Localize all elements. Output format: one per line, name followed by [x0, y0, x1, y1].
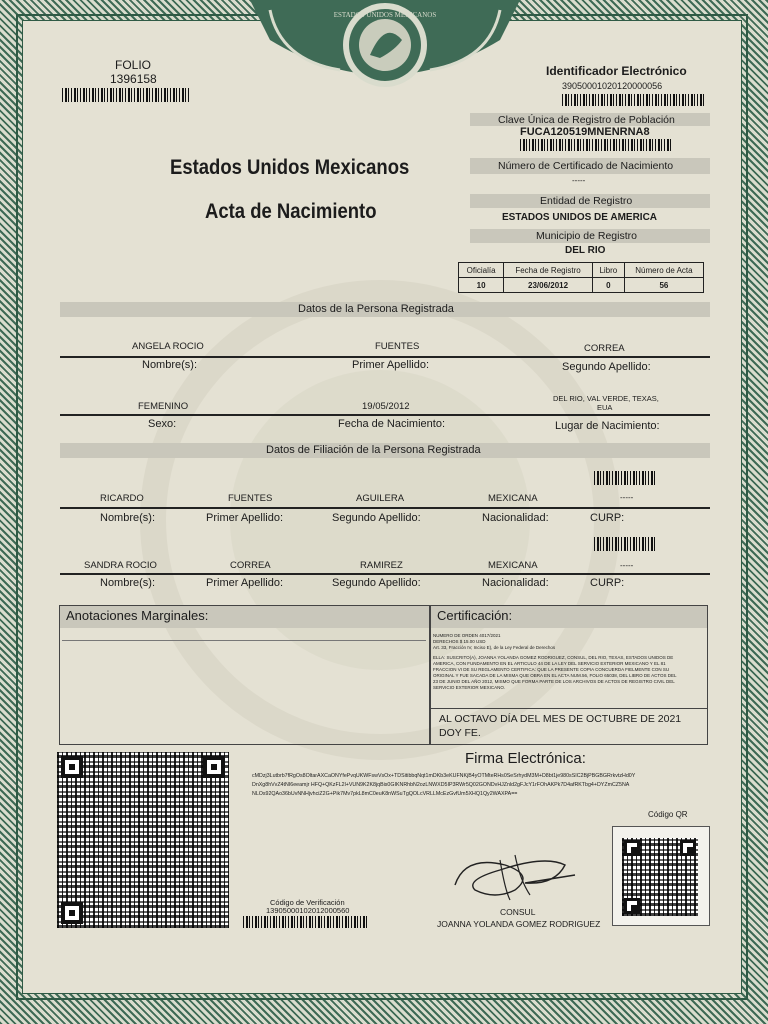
- anotaciones-header: Anotaciones Marginales:: [60, 606, 429, 628]
- madre-nacionalidad-label: Nacionalidad:: [482, 577, 549, 589]
- qr-finder-icon: [203, 756, 225, 778]
- qr-finder-icon: [680, 840, 696, 856]
- persona-primer-apellido-value: FUENTES: [375, 341, 420, 352]
- verificacion-label: Código de Verificación: [270, 898, 345, 907]
- cert-line: FRACCION VI DE SU REGLAMENTO CERTIFICA: QUE LA PRESENTE COPIA CONCUERDA FIELMENTE CON SU: [433, 667, 670, 672]
- persona-nombre-label: Nombre(s):: [142, 359, 198, 371]
- identificador-barcode: [562, 94, 704, 106]
- qr-finder-icon: [624, 898, 640, 914]
- persona-lugar-label: Lugar de Nacimiento:: [555, 420, 660, 432]
- cert-line: NUMERO DE ORDEN 4017/2021: [433, 633, 501, 638]
- madre-primer-apellido-label: Primer Apellido:: [206, 577, 284, 589]
- certificado-label: Número de Certificado de Nacimiento: [498, 160, 674, 172]
- registro-header-libro: Libro: [592, 263, 624, 278]
- filiacion-section-title: Datos de Filiación de la Persona Registrada: [266, 444, 481, 456]
- entidad-value: ESTADOS UNIDOS DE AMERICA: [502, 212, 658, 223]
- persona-primer-apellido-label: Primer Apellido:: [352, 359, 430, 371]
- padre-nombre-label: Nombre(s):: [100, 512, 156, 524]
- firma-hash-line: DnXg8hVvZ4tNI6eeamjr HFQ+QKzFL2l+VUN9K2K8jqBis0GIKNRhbN2ozLNWXD5IP3RWr5Q02GONDvHJZnld2gFJcY1rFOhAKPk7D4afRKTbg4+DYZmCZ5NA: [252, 782, 630, 788]
- padre-rule: [60, 507, 710, 509]
- persona-segundo-apellido-value: CORREA: [584, 343, 625, 354]
- persona-segundo-apellido-label: Segundo Apellido:: [562, 361, 651, 373]
- qr-finder-icon: [61, 902, 83, 924]
- consul-name: JOANNA YOLANDA GOMEZ RODRIGUEZ: [437, 919, 601, 929]
- consul-signature: [445, 845, 585, 905]
- padre-nacionalidad: MEXICANA: [488, 493, 538, 504]
- certificacion-header: Certificación:: [431, 606, 707, 628]
- country-title: Estados Unidos Mexicanos: [170, 156, 410, 179]
- persona-row2-rule: [60, 414, 710, 416]
- folio-barcode: [62, 88, 190, 102]
- madre-curp-label: CURP:: [590, 577, 625, 589]
- curp-registro-value: FUCA120519MNENRNA8: [520, 126, 650, 138]
- curp-barcode: [520, 139, 672, 151]
- anotaciones-line: [62, 640, 426, 641]
- firma-hash-line: NLOs92QAo36bUvNNHjvhciZ2G+Pik7Mv7pkL8mC0euK8nWSuTgQOLcVRLLMcEzGvfUm5XHQ1Qy2WAXPA==: [252, 791, 518, 797]
- persona-lugar-value-2: EUA: [597, 403, 613, 412]
- municipio-label: Municipio de Registro: [536, 230, 637, 242]
- padre-primer-apellido-label: Primer Apellido:: [206, 512, 284, 524]
- registro-header-fecha: Fecha de Registro: [504, 263, 593, 278]
- registro-value-fecha: 23/06/2012: [504, 278, 593, 293]
- padre-nombre: RICARDO: [100, 493, 144, 504]
- persona-sexo-value: FEMENINO: [138, 401, 189, 412]
- svg-text:ESTADOS UNIDOS MEXICANOS: ESTADOS UNIDOS MEXICANOS: [333, 11, 437, 19]
- registro-value-libro: 0: [592, 278, 624, 293]
- cert-line: ORIGINAL Y FUE SACADA DE LA MISMA QUE OBRA EN EL ACTA NUM.56, FOLIO 65038, DEL LIBRO DE ACTOS DEL: [433, 673, 677, 678]
- identificador-label: Identificador Electrónico: [546, 64, 687, 78]
- national-seal-icon: [250, 0, 520, 92]
- registro-value-oficialia: 10: [459, 278, 504, 293]
- madre-curp-barcode: [594, 537, 656, 551]
- padre-segundo-apellido: AGUILERA: [356, 493, 405, 504]
- firma-hash-line: cMDzj3Lutbrb7fRgOs8OltarAXCaONYfePvqUKWFswVsOx+TDSitibbqNqt1mDKb3eKUFNKjB4yOTMteRHs0SeSrhydM3M+D8bt1je980sSIC2BjPBGBGRrkvtzHd0Y: [252, 773, 636, 779]
- curp-registro-label: Clave Única de Registro de Población: [498, 114, 675, 126]
- madre-segundo-apellido-label: Segundo Apellido:: [332, 577, 421, 589]
- madre-nacionalidad: MEXICANA: [488, 560, 538, 571]
- folio-label: FOLIO: [115, 58, 152, 72]
- madre-rule: [60, 573, 710, 575]
- municipio-value: DEL RIO: [565, 245, 606, 256]
- verificacion-barcode: [243, 916, 367, 928]
- registro-header-acta: Número de Acta: [624, 263, 703, 278]
- qr-label: Código QR: [648, 810, 688, 819]
- identificador-value: 39050001020120000056: [562, 81, 663, 91]
- certificacion-text-block: [433, 633, 705, 691]
- padre-curp-label: CURP:: [590, 512, 625, 524]
- padre-curp: -----: [620, 493, 634, 502]
- cert-line: DERECHOS $ 15.00 USD: [433, 639, 486, 644]
- persona-section-title: Datos de la Persona Registrada: [298, 303, 454, 315]
- cert-line: Art. 33, Fracción IV, Inciso E), de la Ley Federal de Derechos: [433, 645, 556, 650]
- folio-number: 1396158: [110, 72, 157, 86]
- document-title: Acta de Nacimiento: [205, 200, 377, 223]
- certificacion-divider: [430, 708, 708, 709]
- padre-nacionalidad-label: Nacionalidad:: [482, 512, 549, 524]
- certificacion-fecha-line1: AL OCTAVO DÍA DEL MES DE OCTUBRE DE 2021: [439, 713, 682, 725]
- verificacion-value: 13905000102012000560: [266, 906, 350, 915]
- padre-segundo-apellido-label: Segundo Apellido:: [332, 512, 421, 524]
- registro-table: [458, 262, 704, 293]
- verification-qr-code: [57, 752, 229, 928]
- padre-curp-barcode: [594, 471, 656, 485]
- persona-fecha-value: 19/05/2012: [362, 401, 410, 412]
- entidad-label: Entidad de Registro: [540, 195, 633, 207]
- registro-value-acta: 56: [624, 278, 703, 293]
- persona-sexo-label: Sexo:: [148, 418, 177, 430]
- madre-segundo-apellido: RAMIREZ: [360, 560, 403, 571]
- qr-finder-icon: [61, 756, 83, 778]
- consul-title: CONSUL: [500, 907, 536, 917]
- registro-table-header-row: [459, 263, 704, 278]
- cert-line: 23 DE JUNIO DEL AÑO 2012, MISMO QUE FORMA PARTE DE LOS ARCHIVOS DE ACTOS DE REGISTRO CIVIL DEL: [433, 679, 675, 684]
- cert-line: ELLA: SUSCRITO(A), JOANNA YOLANDA GOMEZ RODRIGUEZ, CONSUL, DEL RIO, TEXAS, ESTADOS UNIDOS DE: [433, 655, 674, 660]
- registro-table-value-row: [459, 278, 704, 293]
- firma-hash: [252, 772, 722, 799]
- qr-finder-icon: [624, 840, 640, 856]
- madre-primer-apellido: CORREA: [230, 560, 271, 571]
- persona-fecha-label: Fecha de Nacimiento:: [338, 418, 445, 430]
- certificacion-fecha-line2: DOY FE.: [439, 727, 481, 739]
- registro-header-oficialia: Oficialía: [459, 263, 504, 278]
- persona-row1-rule: [60, 356, 710, 358]
- cert-line: SERVICIO EXTERIOR MEXICANO.: [433, 685, 506, 690]
- cert-line: AMERICA, CON FUNDAMENTO EN EL ARTICULO 44 DE LA LEY DEL SERVICIO EXTERIOR MEXICANO Y EL 81: [433, 661, 666, 666]
- madre-nombre-label: Nombre(s):: [100, 577, 156, 589]
- persona-nombre-value: ANGELA ROCIO: [132, 341, 204, 352]
- firma-title: Firma Electrónica:: [465, 750, 586, 767]
- madre-curp: -----: [620, 561, 634, 570]
- qr-code: [622, 838, 698, 916]
- madre-nombre: SANDRA ROCIO: [84, 560, 157, 571]
- padre-primer-apellido: FUENTES: [228, 493, 273, 504]
- certificado-value: -----: [572, 176, 586, 185]
- persona-lugar-value-1: DEL RIO, VAL VERDE, TEXAS,: [553, 394, 659, 403]
